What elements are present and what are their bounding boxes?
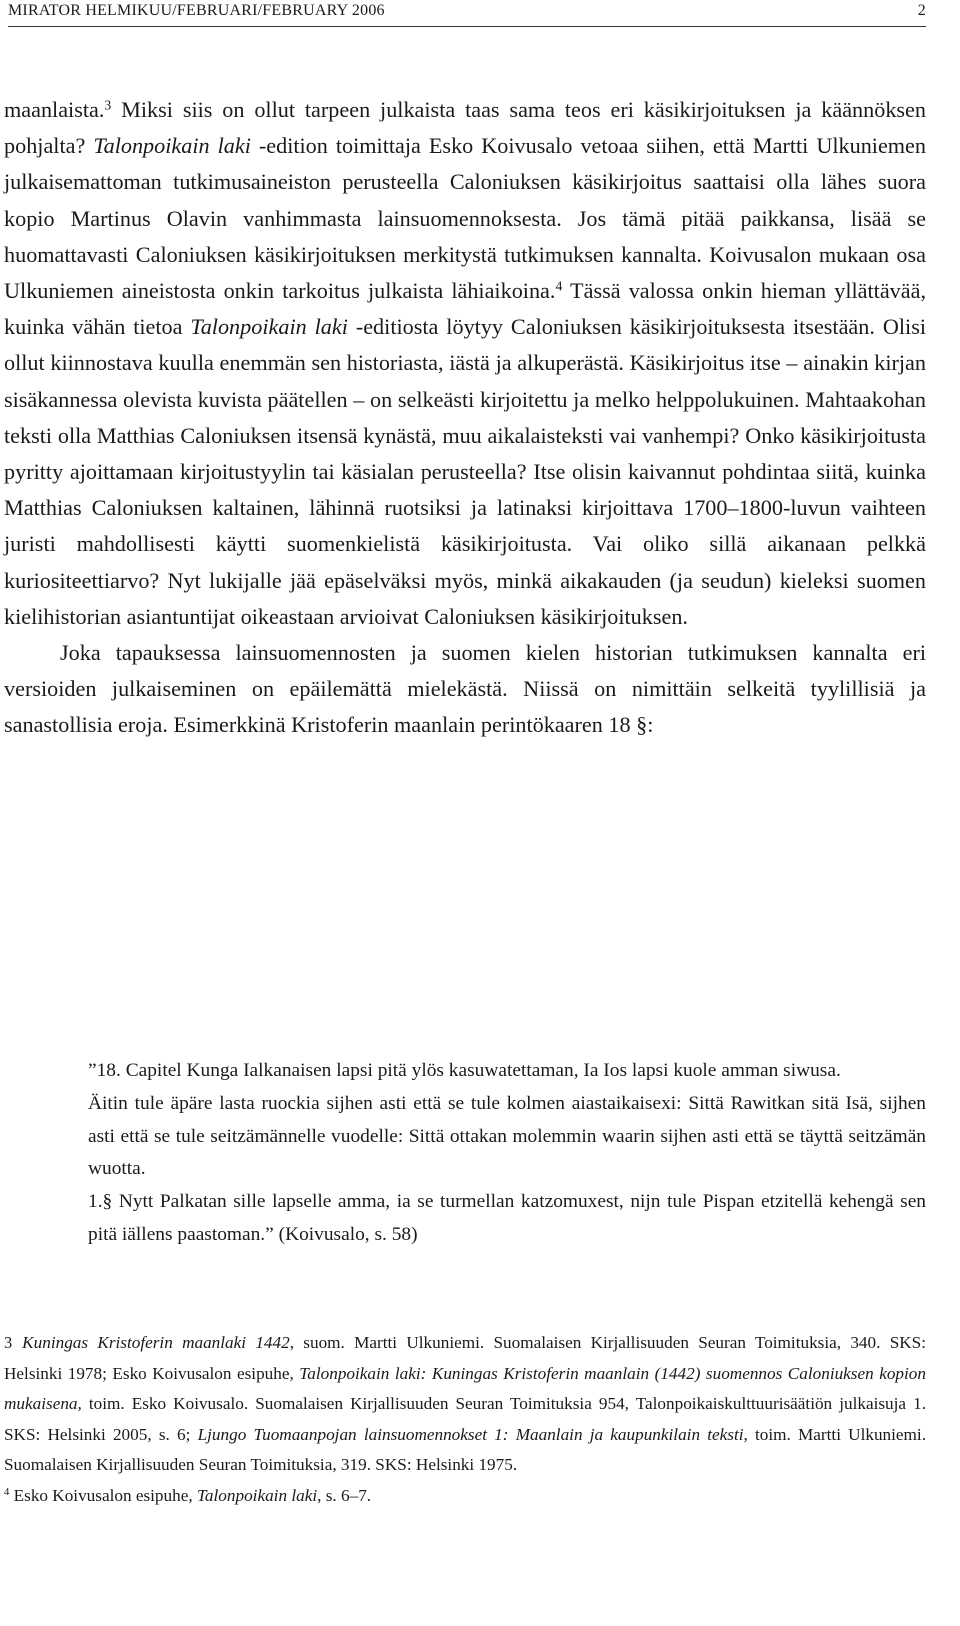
article-body bbox=[4, 92, 926, 744]
paragraph-1 bbox=[4, 92, 926, 635]
book-title: Ljungo Tuomaanpojan lainsuomennokset 1: Maanlain ja kaupunkilain teksti bbox=[197, 1424, 744, 1444]
footnote-ref-4[interactable]: 4 bbox=[555, 278, 563, 294]
text-run: , s. 6–7. bbox=[317, 1485, 372, 1505]
text-run: Esko Koivusalon esipuhe, bbox=[13, 1485, 197, 1505]
quote-line-2: Äitin tule äpäre lasta ruockia sijhen asti että se tule kolmen aiastaikaisexi: Sittä Rawitkan sitä Isä, sijhen asti että se tule seitzämännelle vuodelle: Sittä ottakan molemmin waarin sijhen asti että se täyttä seitzämän wuotta. bbox=[88, 1092, 926, 1180]
footnote-number: 4 bbox=[4, 1487, 10, 1499]
text-run: , toim. Esko Koivusalo. Suomalaisen Kirjallisuuden Seuran Toimituksia 954, Talonpoikaiskulttuurisäätiön julkaisuja 1. SKS: Helsinki 2005, s. 6; bbox=[4, 1394, 926, 1444]
running-header bbox=[8, 0, 926, 27]
text-run: -editiosta löytyy Caloniuksen käsikirjoituksesta itsestään. Olisi ollut kiinnostava kuulla enemmän sen historiasta, iästä ja alkuperästä. Käsikirjoitus itse – ainakin kirjan sisäkannessa olevista kuvista päätellen – on selkeästi kirjoitettu ja melko helppolukuinen. Mahtaakohan teksti olla Matthias Caloniuksen itsensä kynästä, muu aikalaisteksti vai vanhempi? Onko käsikirjoitusta pyritty ajoittamaan kirjoitustyylin tai käsialan perusteella? Itse olisin kaivannut pohdintaa siitä, kuinka Matthias Caloniuksen kaltainen, lähinnä ruotsiksi ja latinaksi kirjoittava 1700–1800-luvun vaihteen juristi mahdollisesti käytti suomenkielistä käsikirjoitusta. Vai oliko sillä aikanaan pelkkä kuriositeettiarvo? Nyt lukijalle jää epäselväksi myös, minkä aikakauden (ja seudun) kieleksi suomen kielihistorian asiantuntijat oikeastaan arvioivat Caloniuksen käsikirjoituksen. bbox=[4, 314, 926, 629]
text-run: , suom. Martti Ulkuniemi. Suomalaisen Kirjallisuuden Seuran Toimituksia, 340. SKS: Helsinki 1978; Esko Koivusalon esipuhe, bbox=[4, 1333, 927, 1383]
block-quote bbox=[88, 1055, 926, 1252]
page-number: 2 bbox=[917, 2, 926, 19]
book-title: Talonpoikain laki bbox=[196, 1485, 318, 1505]
footnote-4 bbox=[4, 1481, 926, 1512]
journal-issue-label: MIRATOR HELMIKUU/FEBRUARI/FEBRUARY 2006 bbox=[8, 2, 385, 19]
text-run: -edition toimittaja Esko Koivusalo vetoaa siihen, että Martti Ulkuniemen julkaisemattoman tutkimusaineiston perusteella Caloniuksen käsikirjoitus saattaisi olla lähes suora kopio Martinus Olavin vanhimmasta lainsuomennoksesta. Jos tämä pitää paikkansa, lisää se huomattavasti Caloniuksen käsikirjoituksen merkitystä tutkimuksen kannalta. Koivusalon mukaan osa Ulkuniemen aineistosta onkin tarkoitus julkaista lähiaikoina. bbox=[4, 133, 926, 304]
book-title: Kuningas Kristoferin maanlaki 1442 bbox=[22, 1333, 290, 1352]
book-title: Talonpoikain laki bbox=[190, 314, 348, 340]
footnote-ref-3[interactable]: 3 bbox=[104, 97, 112, 113]
footnote-3 bbox=[4, 1328, 926, 1481]
book-title: Talonpoikain laki bbox=[93, 133, 251, 159]
text-run: , toim. Martti Ulkuniemi. Suomalaisen Kirjallisuuden Seuran Toimituksia, 319. SKS: Helsinki 1975. bbox=[4, 1424, 926, 1475]
text-run: Miksi siis on ollut tarpeen julkaista taas sama teos eri käsikirjoituksen ja käännöksen pohjalta? bbox=[4, 97, 926, 159]
quote-line-3: 1.§ Nytt Palkatan sille lapselle amma, ia se turmellan katzomuxest, nijn tule Pispan etzitellä kehengä sen pitä iällens paastoman.” (Koivusalo, s. 58) bbox=[88, 1191, 926, 1245]
quote-line-1: ”18. Capitel Kunga Ialkanaisen lapsi pitä ylös kasuwatettaman, Ia Ios lapsi kuole amman siwusa. bbox=[88, 1060, 841, 1081]
book-title: Talonpoikain laki: Kuningas Kristoferin maanlain (1442) suomennos Caloniuksen kopion mukaisena bbox=[4, 1363, 926, 1414]
paragraph-2: Joka tapauksessa lainsuomennosten ja suomen kielen historian tutkimuksen kannalta eri versioiden julkaiseminen on epäilemättä mielekästä. Niissä on nimittäin selkeitä tyylillisiä ja sanastollisia eroja. Esimerkkinä Kristoferin maanlain perintökaaren 18 §: bbox=[4, 640, 926, 738]
text-run: maanlaista. bbox=[4, 97, 105, 122]
footnote-number: 3 bbox=[4, 1333, 13, 1352]
footnotes bbox=[4, 1328, 926, 1512]
text-run: Tässä valossa onkin hieman yllättävää, kuinka vähän tietoa bbox=[4, 278, 927, 340]
